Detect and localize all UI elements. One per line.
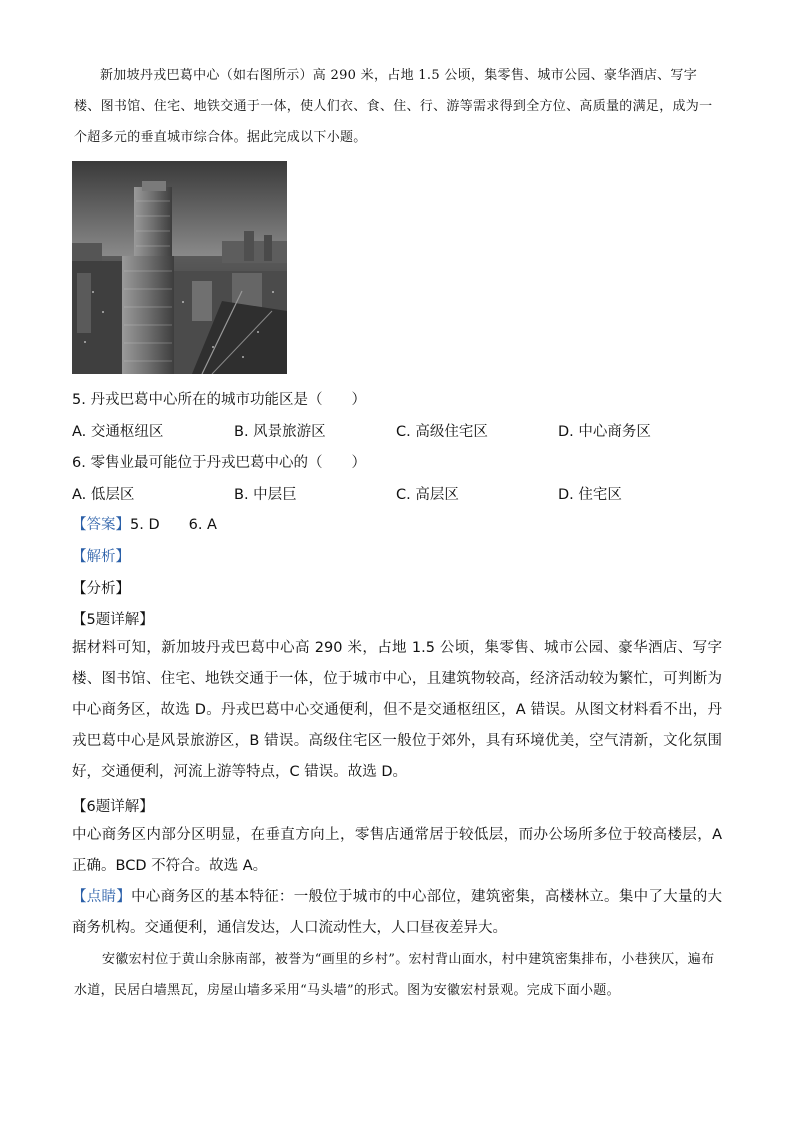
intro-passage: 新加坡丹戎巴葛中心（如右图所示）高 290 米，占地 1.5 公顷，集零售、城市公园、豪华酒店、写字楼、图书馆、住宅、地铁交通于一体，使人们衣、食、住、行、游等需求得到全方位、高质量的满足，成为一个超多元的垂直城市综合体。据此完成以下小题。 [74,68,713,145]
option-c: C. 高层区 [396,487,459,503]
dianjing-label: 【点睛】 [72,889,132,905]
question-6-stem: 6. 零售业最可能位于丹戎巴葛中心的（ ） [72,455,366,471]
analysis-label: 【解析】 [72,549,130,565]
second-passage: 安徽宏村位于黄山余脉南部，被誉为“画里的乡村”。宏村背山面水，村中建筑密集排布，小巷狭仄，遍布水道，民居白墙黑瓦，房屋山墙多采用“马头墙”的形式。图为安徽宏村景观。完成下面小题。 [74,952,715,998]
tanjong-pagar-centre-photo [72,161,287,374]
question-5-options [72,420,722,444]
answer-line [72,513,217,534]
q5-detail-label: 【5题详解】 [72,612,154,628]
option-c: C. 高级住宅区 [396,424,488,440]
dianjing-paragraph [72,882,722,944]
question-5-stem: 5. 丹戎巴葛中心所在的城市功能区是（ ） [72,392,366,408]
question-6-options [72,483,722,507]
answer-label: 【答案】 [72,517,130,533]
option-d: D. 中心商务区 [558,424,651,440]
option-b: B. 中层巨 [234,487,297,503]
q5-detail-text: 据材料可知，新加坡丹戎巴葛中心高 290 米，占地 1.5 公顷，集零售、城市公园、豪华酒店、写字楼、图书馆、住宅、地铁交通于一体，位于城市中心，且建筑物较高，经济活动较为繁忙，可判断为中心商务区，故选 D。丹戎巴葛中心交通便利，但不是交通枢纽区，A 错误。从图文材料看不出，丹戎巴葛中心是风景旅游区，B 错误。高级住宅区一般位于郊外，具有环境优美，空气清新，文化氛围好，交通便利，河流上游等特点，C 错误。故选 D。 [72,640,722,780]
option-d: D. 住宅区 [558,487,622,503]
option-b: B. 风景旅游区 [234,424,326,440]
option-a: A. 交通枢纽区 [72,424,164,440]
answer-text: 5. D 6. A [130,517,217,533]
q6-detail-label: 【6题详解】 [72,799,154,815]
fenxi-label: 【分析】 [72,581,130,597]
q6-detail-text: 中心商务区内部分区明显，在垂直方向上，零售店通常居于较低层，而办公场所多位于较高楼层，A 正确。BCD 不符合。故选 A。 [72,827,722,874]
option-a: A. 低层区 [72,487,135,503]
dianjing-text: 中心商务区的基本特征：一般位于城市的中心部位，建筑密集，高楼林立。集中了大量的大商务机构。交通便利，通信发达，人口流动性大，人口昼夜差异大。 [72,889,723,936]
